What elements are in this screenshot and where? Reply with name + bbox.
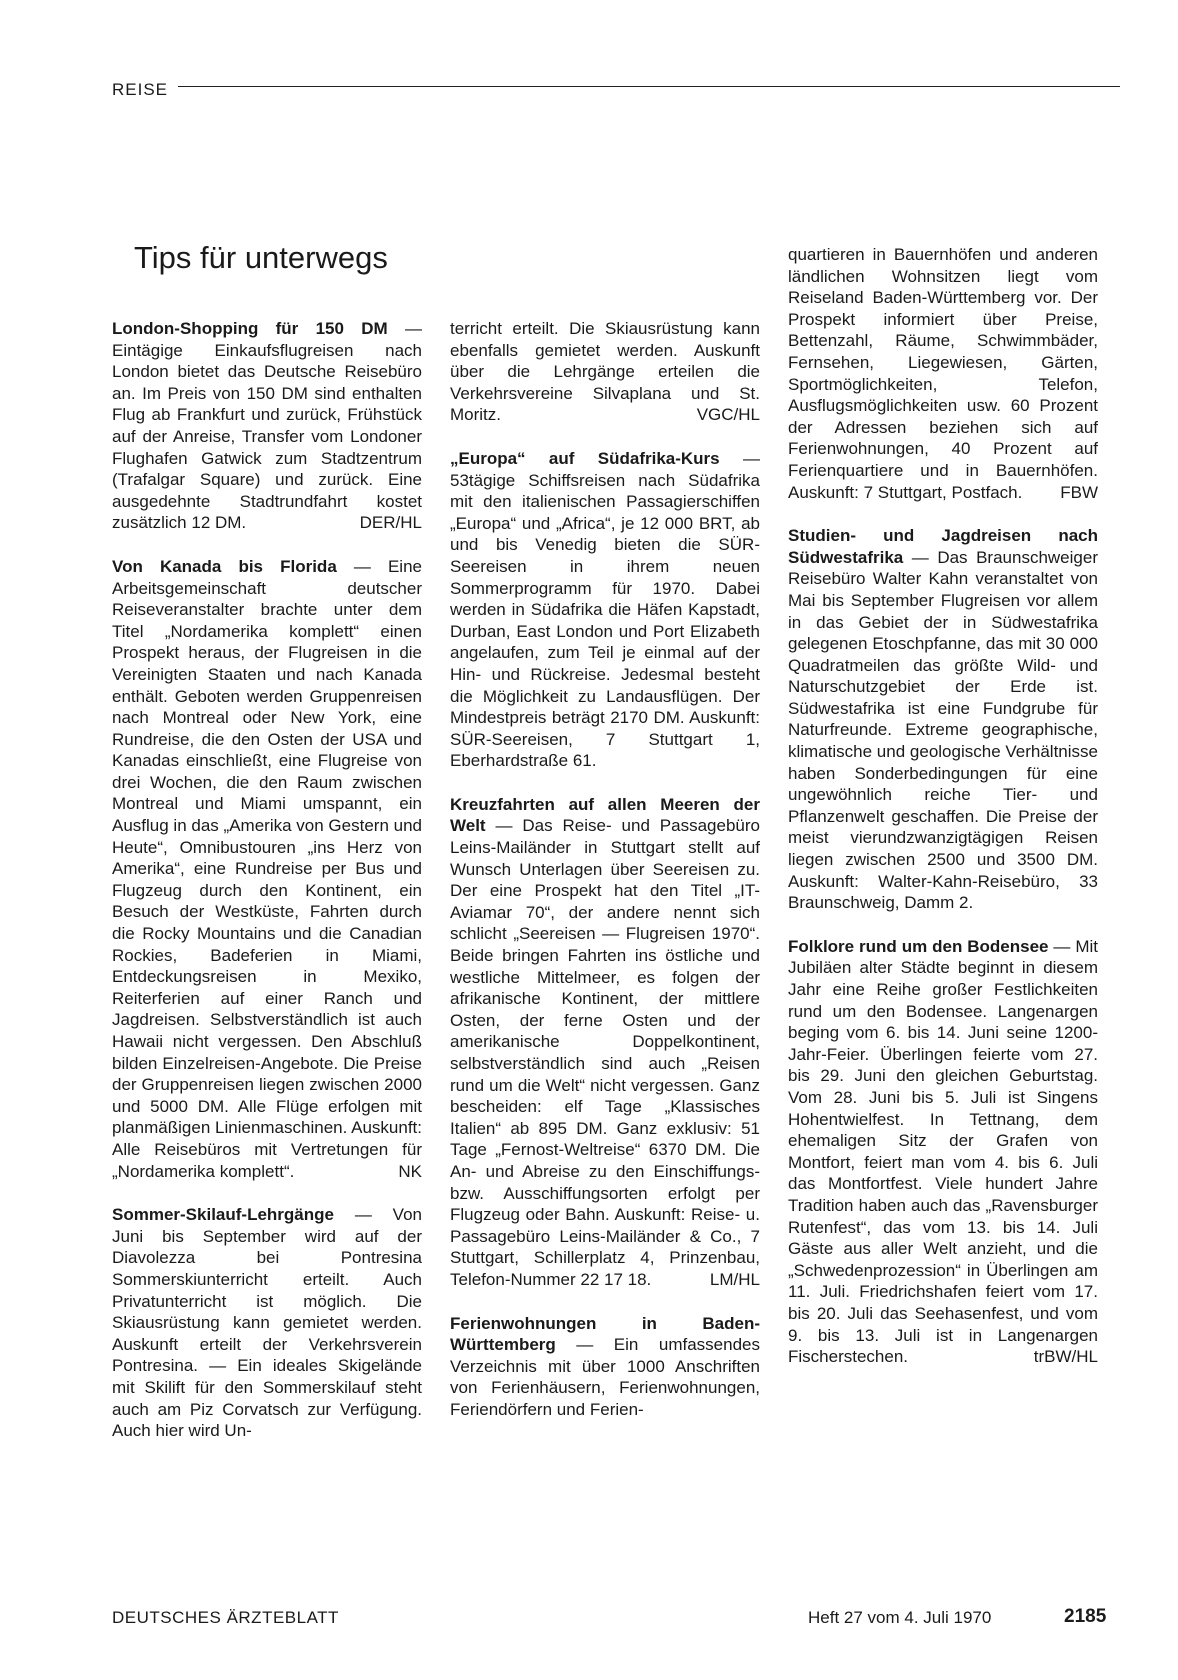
author-signature: FBW	[1060, 482, 1098, 502]
article-paragraph	[450, 794, 760, 1291]
article-paragraph	[788, 525, 1098, 914]
article-heading: London-Shopping für 150 DM	[112, 319, 388, 338]
article-text: terricht erteilt. Die Skiausrüstung kann ebenfalls gemietet werden. Auskunft über die Lehrgänge erteilen die Verkehrsvereine Silvaplana und St. Moritz.	[450, 319, 760, 425]
article-paragraph	[788, 244, 1098, 503]
article-paragraph	[112, 318, 422, 534]
article-paragraph	[112, 1204, 422, 1442]
article-paragraph	[112, 556, 422, 1182]
page-number: 2185	[1064, 1606, 1107, 1627]
author-signature: LM/HL	[709, 1269, 760, 1289]
article-heading: Von Kanada bis Florida	[112, 556, 337, 576]
article-paragraph	[450, 448, 760, 772]
article-paragraph	[788, 936, 1098, 1368]
article-text: quartieren in Bauernhöfen und anderen ländlichen Wohnsitzen liegt vom Reiseland Baden-Württemberg vor. Der Prospekt informiert über Preise, Bettenzahl, Räume, Schwimmbäder, Fernsehen, Liegewiesen, Gärten, Sportmöglichkeiten, Telefon, Ausflugsmöglichkeiten usw. 60 Prozent der Adressen beziehen sich auf Ferienwohnungen, 40 Prozent auf Ferienquartiere und in Bauernhöfen. Auskunft: 7 Stuttgart, Postfach.	[788, 245, 1098, 502]
column-1	[112, 318, 422, 1464]
article-text: — Mit Jubiläen alter Städte beginnt in diesem Jahr eine Reihe großer Festlichkeiten rund um den Bodensee. Langenargen beging vom 6. bis 14. Juni seine 1200-Jahr-Feier. Überlingen feierte vom 27. bis 29. Juni den gleichen Geburtstag. Vom 28. Juni bis 5. Juli ist Singens Hohentwielfest. In Tettnang, dem ehemaligen Sitz der Grafen von Montfort, feiert man vom 4. bis 6. Juli das Montfortfest. Viele hundert Jahre Tradition haben auch das „Ravensburger Rutenfest“, das vom 13. bis 14. Juli Gäste aus aller Welt anzieht, und die „Schwedenprozession“ in Überlingen am 11. Juli. Friedrichshafen feiert vom 17. bis 20. Juli das Seehasenfest, und vom 9. bis 13. Juli ist in Langenargen Fischerstechen.	[788, 936, 1098, 1367]
column-2	[450, 318, 760, 1443]
article-heading: Ferienwohnungen in Baden-Württemberg	[450, 1313, 760, 1355]
author-signature: VGC/HL	[696, 405, 760, 425]
article-text: — Das Braunschweiger Reisebüro Walter Kahn veranstaltet von Mai bis September Flugreisen vor allem in das Gebiet der in Südwestafrika gelegenen Etoschpfanne, das mit 30 000 Quadratmeilen das größte Wild- und Naturschutzgebiet der Erde ist. Südwestafrika ist eine Fundgrube für Naturfreunde. Extreme geographische, klimatische und geologische Verhältnisse haben Sonderbedingungen für eine ungewöhnlich reiche Tier- und Pflanzenwelt geschaffen. Die Preise der meist vierundzwanzigtägigen Reisen liegen zwischen 2500 und 3500 DM. Auskunft: Walter-Kahn-Reisebüro, 33 Braunschweig, Damm 2.	[788, 547, 1098, 913]
article-paragraph	[450, 318, 760, 426]
author-signature: trBW/HL	[1033, 1347, 1098, 1367]
article-heading: „Europa“ auf Südafrika-Kurs	[450, 448, 720, 468]
header-rule	[178, 86, 1120, 87]
article-heading: Sommer-Skilauf-Lehrgänge	[112, 1205, 334, 1225]
page-title: Tips für unterwegs	[134, 240, 388, 275]
article-text: — Ein umfassendes Verzeichnis mit über 1000 Anschriften von Ferienhäusern, Ferienwohnungen, Feriendörfern und Ferien-	[450, 1335, 760, 1419]
author-signature: DER/HL	[359, 513, 422, 533]
section-label: REISE	[112, 80, 169, 99]
article-text: — Von Juni bis September wird auf der Diavolezza bei Pontresina Sommerskiunterricht erteilt. Auch Privatunterricht ist möglich. Die Skiausrüstung kann gemietet werden. Auskunft erteilt der Verkehrsverein Pontresina. — Ein ideales Skigelände mit Skilift für den Sommerskilauf steht auch am Piz Corvatsch zur Verfügung. Auch hier wird Un-	[112, 1205, 422, 1441]
article-text: — Das Reise- und Passagebüro Leins-Mailänder in Stuttgart stellt auf Wunsch Unterlagen über Seereisen zu. Der eine Prospekt hat den Titel „IT-Aviamar 70“, der andere nennt sich schlicht „Seereisen — Flugreisen 1970“. Beide bringen Fahrten ins östliche und westliche Mittelmeer, es folgen der afrikanische Kontinent, der mittlere Osten, der ferne Osten und der amerikanische Doppelkontinent, selbstverständlich sind auch „Reisen rund um die Welt“ nicht vergessen. Ganz bescheiden: elf Tage „Klassisches Italien“ ab 895 DM. Ganz exklusiv: 51 Tage „Fernost-Weltreise“ 6370 DM. Die An- und Abreise zu den Einschiffungs- bzw. Ausschiffungsorten erfolgt per Flugzeug oder Bahn. Auskunft: Reise- u. Passagebüro Leins-Mailänder & Co., 7 Stuttgart, Schillerplatz 4, Prinzenbau, Telefon-Nummer 22 17 18.	[450, 816, 760, 1289]
publication-name: DEUTSCHES ÄRZTEBLATT	[112, 1608, 339, 1627]
article-heading: Kreuzfahrten auf allen Meeren der Welt	[450, 794, 760, 836]
author-signature: NK	[398, 1161, 422, 1181]
column-3	[788, 244, 1098, 1390]
article-paragraph	[450, 1313, 760, 1421]
article-text: — Eine Arbeitsgemeinschaft deutscher Reiseveranstalter brachte unter dem Titel „Nordamerika komplett“ einen Prospekt heraus, der Flugreisen in die Vereinigten Staaten und nach Kanada enthält. Geboten werden Gruppenreisen nach Montreal oder New York, eine Rundreise, die den Osten der USA und Kanadas einschließt, eine Flugreise von drei Wochen, die den Raum zwischen Montreal und Miami umspannt, ein Ausflug in das „Amerika von Gestern und Heute“, Omnibustouren „ins Herz von Amerika“, eine Rundreise per Bus und Flugzeug durch den Kontinent, ein Besuch der Westküste, Fahrten durch die Rocky Mountains und die Canadian Rockies, Badeferien in Miami, Entdeckungsreisen in Mexiko, Reiterferien auf einer Ranch und Jagdreisen. Selbstverständlich ist auch Hawaii nicht vergessen. Den Abschluß bilden Einzelreisen-Angebote. Die Preise der Gruppenreisen liegen zwischen 2000 und 5000 DM. Alle Flüge erfolgen mit planmäßigen Linienmaschinen. Auskunft: Alle Reisebüros mit Vertretungen für „Nordamerika komplett“.	[112, 556, 422, 1181]
issue-info: Heft 27 vom 4. Juli 1970	[808, 1608, 992, 1627]
article-heading: Studien- und Jagdreisen nach Südwestafrika	[788, 526, 1098, 567]
article-text: — 53tägige Schiffsreisen nach Südafrika mit den italienischen Passagierschiffen „Europa“ und „Africa“, je 12 000 BRT, ab und bis Venedig bieten die SÜR-Seereisen in ihrem neuen Sommerprogramm für 1970. Dabei werden in Südafrika die Häfen Kapstadt, Durban, East London und Port Elizabeth angelaufen, zum Teil je einmal auf der Hin- und Rückreise. Jedesmal besteht die Möglichkeit zu Landausflügen. Der Mindestpreis beträgt 2170 DM. Auskunft: SÜR-Seereisen, 7 Stuttgart 1, Eberhardstraße 61.	[450, 448, 760, 771]
article-heading: Folklore rund um den Bodensee	[788, 936, 1049, 956]
page-header	[112, 80, 1120, 100]
article-text: — Eintägige Einkaufsflugreisen nach London bietet das Deutsche Reisebüro an. Im Preis von 150 DM sind enthalten Flug ab Frankfurt und zurück, Frühstück auf der Anreise, Transfer vom Londoner Flughafen Gatwick zum Stadtzentrum (Trafalgar Square) und zurück. Eine ausgedehnte Stadtrundfahrt kostet zusätzlich 12 DM.	[112, 319, 423, 533]
